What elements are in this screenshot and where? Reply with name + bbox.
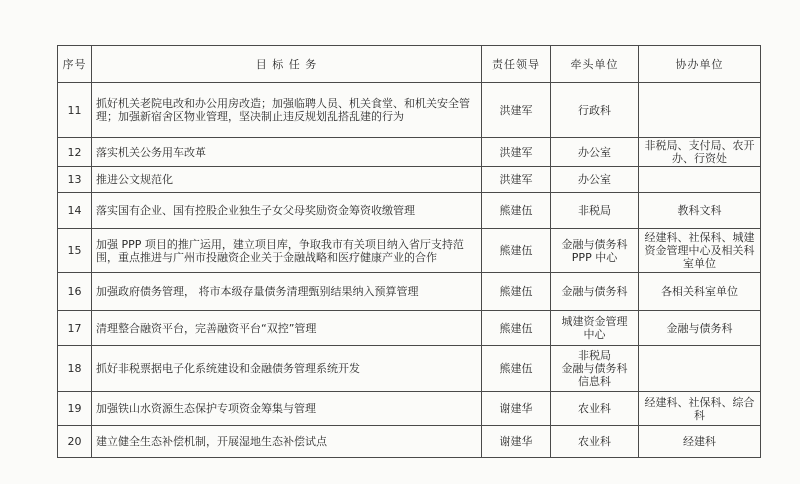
row-lead-unit: 办公室 <box>551 167 639 193</box>
table-row <box>58 167 761 193</box>
table-row <box>58 138 761 167</box>
header-leader: 责任领导 <box>482 46 551 83</box>
row-task: 抓好非税票据电子化系统建设和金融债务管理系统开发 <box>92 346 482 392</box>
row-leader: 洪建军 <box>482 167 551 193</box>
row-task: 清理整合融资平台，完善融资平台“双控”管理 <box>92 311 482 346</box>
row-no: 15 <box>58 229 92 273</box>
row-leader: 谢建华 <box>482 426 551 458</box>
row-lead-unit: 农业科 <box>551 426 639 458</box>
row-no: 19 <box>58 392 92 426</box>
row-lead-unit: 非税局 金融与债务科 信息科 <box>551 346 639 392</box>
row-assist-unit: 经建科、社保科、城建资金管理中心及相关科室单位 <box>639 229 761 273</box>
row-assist-unit: 经建科 <box>639 426 761 458</box>
header-task: 目 标 任 务 <box>92 46 482 83</box>
row-leader: 洪建军 <box>482 83 551 138</box>
table-row <box>58 426 761 458</box>
header-no: 序号 <box>58 46 92 83</box>
row-task: 落实机关公务用车改革 <box>92 138 482 167</box>
row-leader: 洪建军 <box>482 138 551 167</box>
table-row <box>58 311 761 346</box>
row-leader: 谢建华 <box>482 392 551 426</box>
table-row <box>58 346 761 392</box>
row-lead-unit: 非税局 <box>551 193 639 229</box>
row-leader: 熊建伍 <box>482 311 551 346</box>
row-lead-unit: 办公室 <box>551 138 639 167</box>
row-no: 16 <box>58 273 92 311</box>
row-assist-unit: 经建科、社保科、综合科 <box>639 392 761 426</box>
row-lead-unit: 行政科 <box>551 83 639 138</box>
header-assist-unit: 协办单位 <box>639 46 761 83</box>
row-no: 13 <box>58 167 92 193</box>
row-assist-unit: 金融与债务科 <box>639 311 761 346</box>
row-no: 11 <box>58 83 92 138</box>
row-no: 14 <box>58 193 92 229</box>
row-no: 17 <box>58 311 92 346</box>
row-assist-unit <box>639 346 761 392</box>
row-assist-unit: 各相关科室单位 <box>639 273 761 311</box>
row-assist-unit <box>639 83 761 138</box>
row-lead-unit: 金融与债务科 <box>551 273 639 311</box>
row-task: 落实国有企业、国有控股企业独生子女父母奖励资金筹资收缴管理 <box>92 193 482 229</box>
row-task: 推进公文规范化 <box>92 167 482 193</box>
row-no: 18 <box>58 346 92 392</box>
row-assist-unit: 教科文科 <box>639 193 761 229</box>
table-row <box>58 229 761 273</box>
row-task: 加强铁山水资源生态保护专项资金筹集与管理 <box>92 392 482 426</box>
row-lead-unit: 农业科 <box>551 392 639 426</box>
row-lead-unit: 城建资金管理 中心 <box>551 311 639 346</box>
header-lead-unit: 牵头单位 <box>551 46 639 83</box>
row-no: 12 <box>58 138 92 167</box>
row-leader: 熊建伍 <box>482 346 551 392</box>
table-row <box>58 392 761 426</box>
row-leader: 熊建伍 <box>482 273 551 311</box>
row-leader: 熊建伍 <box>482 229 551 273</box>
row-lead-unit: 金融与债务科 PPP 中心 <box>551 229 639 273</box>
row-task: 抓好机关老院电改和办公用房改造；加强临聘人员、机关食堂、和机关安全管理；加强新宿舍区物业管理，坚决制止违反规划乱搭乱建的行为 <box>92 83 482 138</box>
row-task: 加强 PPP 项目的推广运用，建立项目库，争取我市有关项目纳入省厅支持范围，重点推进与广州市投融资企业关于金融战略和医疗健康产业的合作 <box>92 229 482 273</box>
table-header-row <box>58 46 761 83</box>
table-row <box>58 83 761 138</box>
table-row <box>58 193 761 229</box>
task-table <box>57 45 761 458</box>
row-assist-unit <box>639 167 761 193</box>
row-assist-unit: 非税局、支付局、农开办、行资处 <box>639 138 761 167</box>
row-no: 20 <box>58 426 92 458</box>
row-task: 加强政府债务管理， 将市本级存量债务清理甄别结果纳入预算管理 <box>92 273 482 311</box>
row-task: 建立健全生态补偿机制，开展湿地生态补偿试点 <box>92 426 482 458</box>
row-leader: 熊建伍 <box>482 193 551 229</box>
table-row <box>58 273 761 311</box>
